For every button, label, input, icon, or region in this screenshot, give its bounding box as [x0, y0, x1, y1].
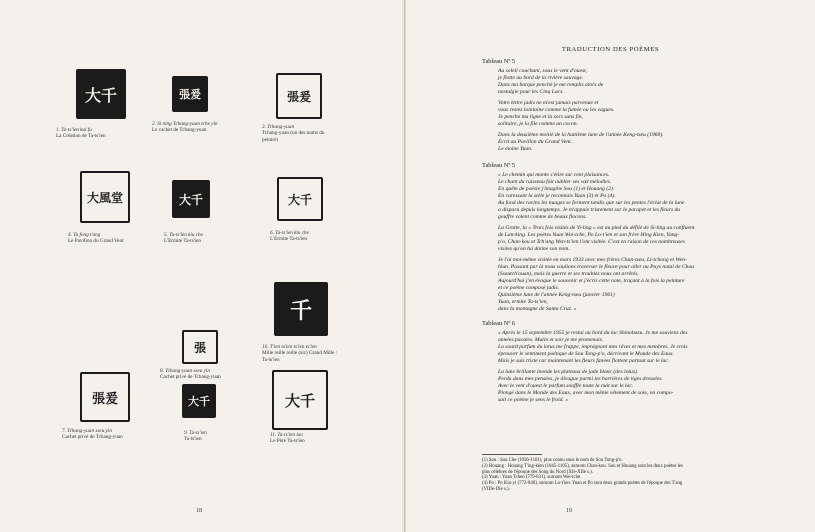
seal-7 — [80, 372, 130, 422]
tableau-heading-5b: Tableau Nº 5 — [482, 162, 516, 169]
seal-stamp-icon: 大千 — [172, 180, 210, 218]
seal-stamp-icon: 張爰 — [80, 372, 130, 422]
seal-8 — [182, 330, 218, 364]
seal-3 — [276, 73, 322, 119]
page-number-left: 18 — [196, 508, 202, 514]
right-page — [406, 0, 815, 532]
seal-stamp-icon: 千 — [274, 282, 328, 336]
seal-stamp-icon: 張 — [182, 330, 218, 364]
page-title: TRADUCTION DES POÈMES — [561, 46, 660, 53]
poem-5b: « Le chemin qui monte s'étire sur cent plaisances. Le chant du ruisseau fait oublier ses vœl mélodies. En quête de poésie j'imagine Sou (1) et Houang (2). En caressant la stèle je reconnais Yuan (3) et Po (4). Au fond des ravins les nuages se forment tandis que sur les pentes l'éclat de la lune a disparu depuis longtemps. Je m'appuie tristement sur le parapet et les fleurs du gouffre volent comme de beaux flocons. La Grotte, la « Trois fois visités de Yi-ling » est au pied du défilé de Si-ling au confluent de Lan-king. Les poètes Yuan Wai-tche, Po Lo-t'ien et son frère Hing Kien, Yang- p'o, Chan-kou et Tch'ang Wen-ts'ien l'ont visitée. C'est en raison de ces nombreuses visites qu'on lui donne son nom. Je l'ai moi-même visitée en mars 1933 avec mes frères Chan-tseu, Li-tchong et Wen- hiun. Passant par là nous voulions traverser le fleuve pour aller au Pays natal de Chou (Sseutch'ouan), mais la guerre et ses troubles nous ont arrêtés. Aujourd'hui j'en évoque le souvenir et j'écris cette note, traçant à la fois la peinture et ce poème composé jadis. Quinzième lune de l'année Keng-tseu (janvier 1961) Yuan, ermite Ta-ts'ien, dans la montagne de Santa Cruz. » — [498, 172, 695, 312]
seal-4 — [80, 171, 130, 223]
seal-10 — [274, 282, 328, 336]
seal-caption-8: 8. Tchang-yuan sseu yin Cachet privé de Tchang-yuan — [160, 368, 221, 381]
seal-caption-3: 3. Tchang-yuan Tchang-yuan (un des noms du peintre) — [262, 124, 325, 143]
seal-caption-5: 5. Ta-ts'ien kiu che L'Ermite Ta-ts'ien — [164, 232, 203, 245]
seal-stamp-icon: 大千 — [76, 69, 126, 119]
seal-caption-9: 9. Ta-ts'ien Ta-ts'ien — [184, 430, 207, 443]
seal-caption-11: 11. Ta-ts'ien lao Le Père Ta-ts'ien — [270, 432, 305, 445]
seal-stamp-icon: 大千 — [272, 370, 328, 430]
seal-9 — [182, 384, 216, 418]
seal-6 — [277, 177, 323, 221]
tableau-heading-5: Tableau Nº 5 — [482, 58, 516, 65]
seal-stamp-icon: 張爰 — [172, 76, 208, 112]
seal-11 — [272, 370, 328, 430]
poem-5: Au soleil couchant, sous le vent d'ouest, je flotte au bord de la rivière sauvage. Dans ma barque penché je me remplis alors de nostalgie pour les Cinq Lacs. Votre lettre jadis ne m'est jamais parvenue et vous restez lointaine comme la fumée ou les vagues. Je penche ma ligne et la sors sans fin, solitaire, je la file comme un cocon. Dans la deuxième moitié de la huitième lune de l'année Keng-tseu (1960). Écrit au Pavillon du Grand Vent. Le moine Yuan. — [498, 68, 664, 152]
page-number-right: 19 — [566, 508, 572, 514]
poem-6: « Après le 15 septembre 1955 je restai au bord du lac Shinobazu. Je me souviens des années passées. Matin et soir je me promenais. La sourd parfum du lotus me frappe, imprégnant mes rêves et mes membres. Je crois éprouver le sentiment poétique de Sou Tong-p'o, décrivant le Monde des Eaux. Mais je suis triste car maintenant les fleurs fanées flottent partout sur le lac. La lune brillante inonde les plateaux de jade blanc (des lotus). Perdu dans mes pensées, je divague parmi les barrières de tiges dressées. Avec le vent d'ouest le parfum souffle toute la nuit sur le lac. Plongé dans le Monde des Eaux, avec mon même vêtement de soie, on compo- sait ce poème je sens le froid. » — [498, 330, 688, 403]
seal-caption-1: 1. Ta-ts'ien kui fa La Création de Ta-ts'ien — [56, 127, 106, 140]
seal-stamp-icon: 大千 — [277, 177, 323, 221]
seal-stamp-icon: 張爰 — [276, 73, 322, 119]
seal-stamp-icon: 大風堂 — [80, 171, 130, 223]
seal-1 — [76, 69, 126, 119]
footnote-rule — [482, 454, 542, 455]
tableau-heading-6: Tableau Nº 6 — [482, 320, 516, 327]
seal-caption-4: 4. Ta fong t'ang Le Pavillon du Grand Vent — [68, 232, 124, 245]
seal-caption-2: 2. Si ning Tchang-yuan tche yin Le cachet de Tchang-yuan — [152, 121, 218, 134]
left-page — [0, 0, 405, 532]
seal-caption-6: 6. Ta-ts'ien kiu che L'Ermite Ta-ts'ien — [270, 230, 309, 243]
seal-stamp-icon: 大千 — [182, 384, 216, 418]
seal-5 — [172, 180, 210, 218]
seal-caption-7: 7. Tchang-yuan sseu yin Cachet privé de Tchang-yuan — [62, 428, 123, 441]
seal-caption-10: 10. T'ien ts'ien ts'ien ts'ien Mille reille reille (sic) Grand Mille : Ta-ts'ien — [262, 344, 338, 363]
footnotes: (1) Sou : Sou Che (1036-1101), plus connu sous le nom de Sou Tong-p'o. (2) Houang : Houang T'ing-kien (1045-1105), surnom Chan-kou. Sou et Houang sont les deux poètes les plus célèbres de l'époque des Song du Nord (XIe-XIIe s.). (3) Yuan : Yuan Tchen (779-831), surnom Wei-tche. (4) Po : Po Kiu-yi (772-846), surnom Lo-t'ien. Yuan et Po sont deux grands poètes de l'époque des T'ang (VIIIe-IXe s.). — [482, 454, 782, 493]
seal-2 — [172, 76, 208, 112]
